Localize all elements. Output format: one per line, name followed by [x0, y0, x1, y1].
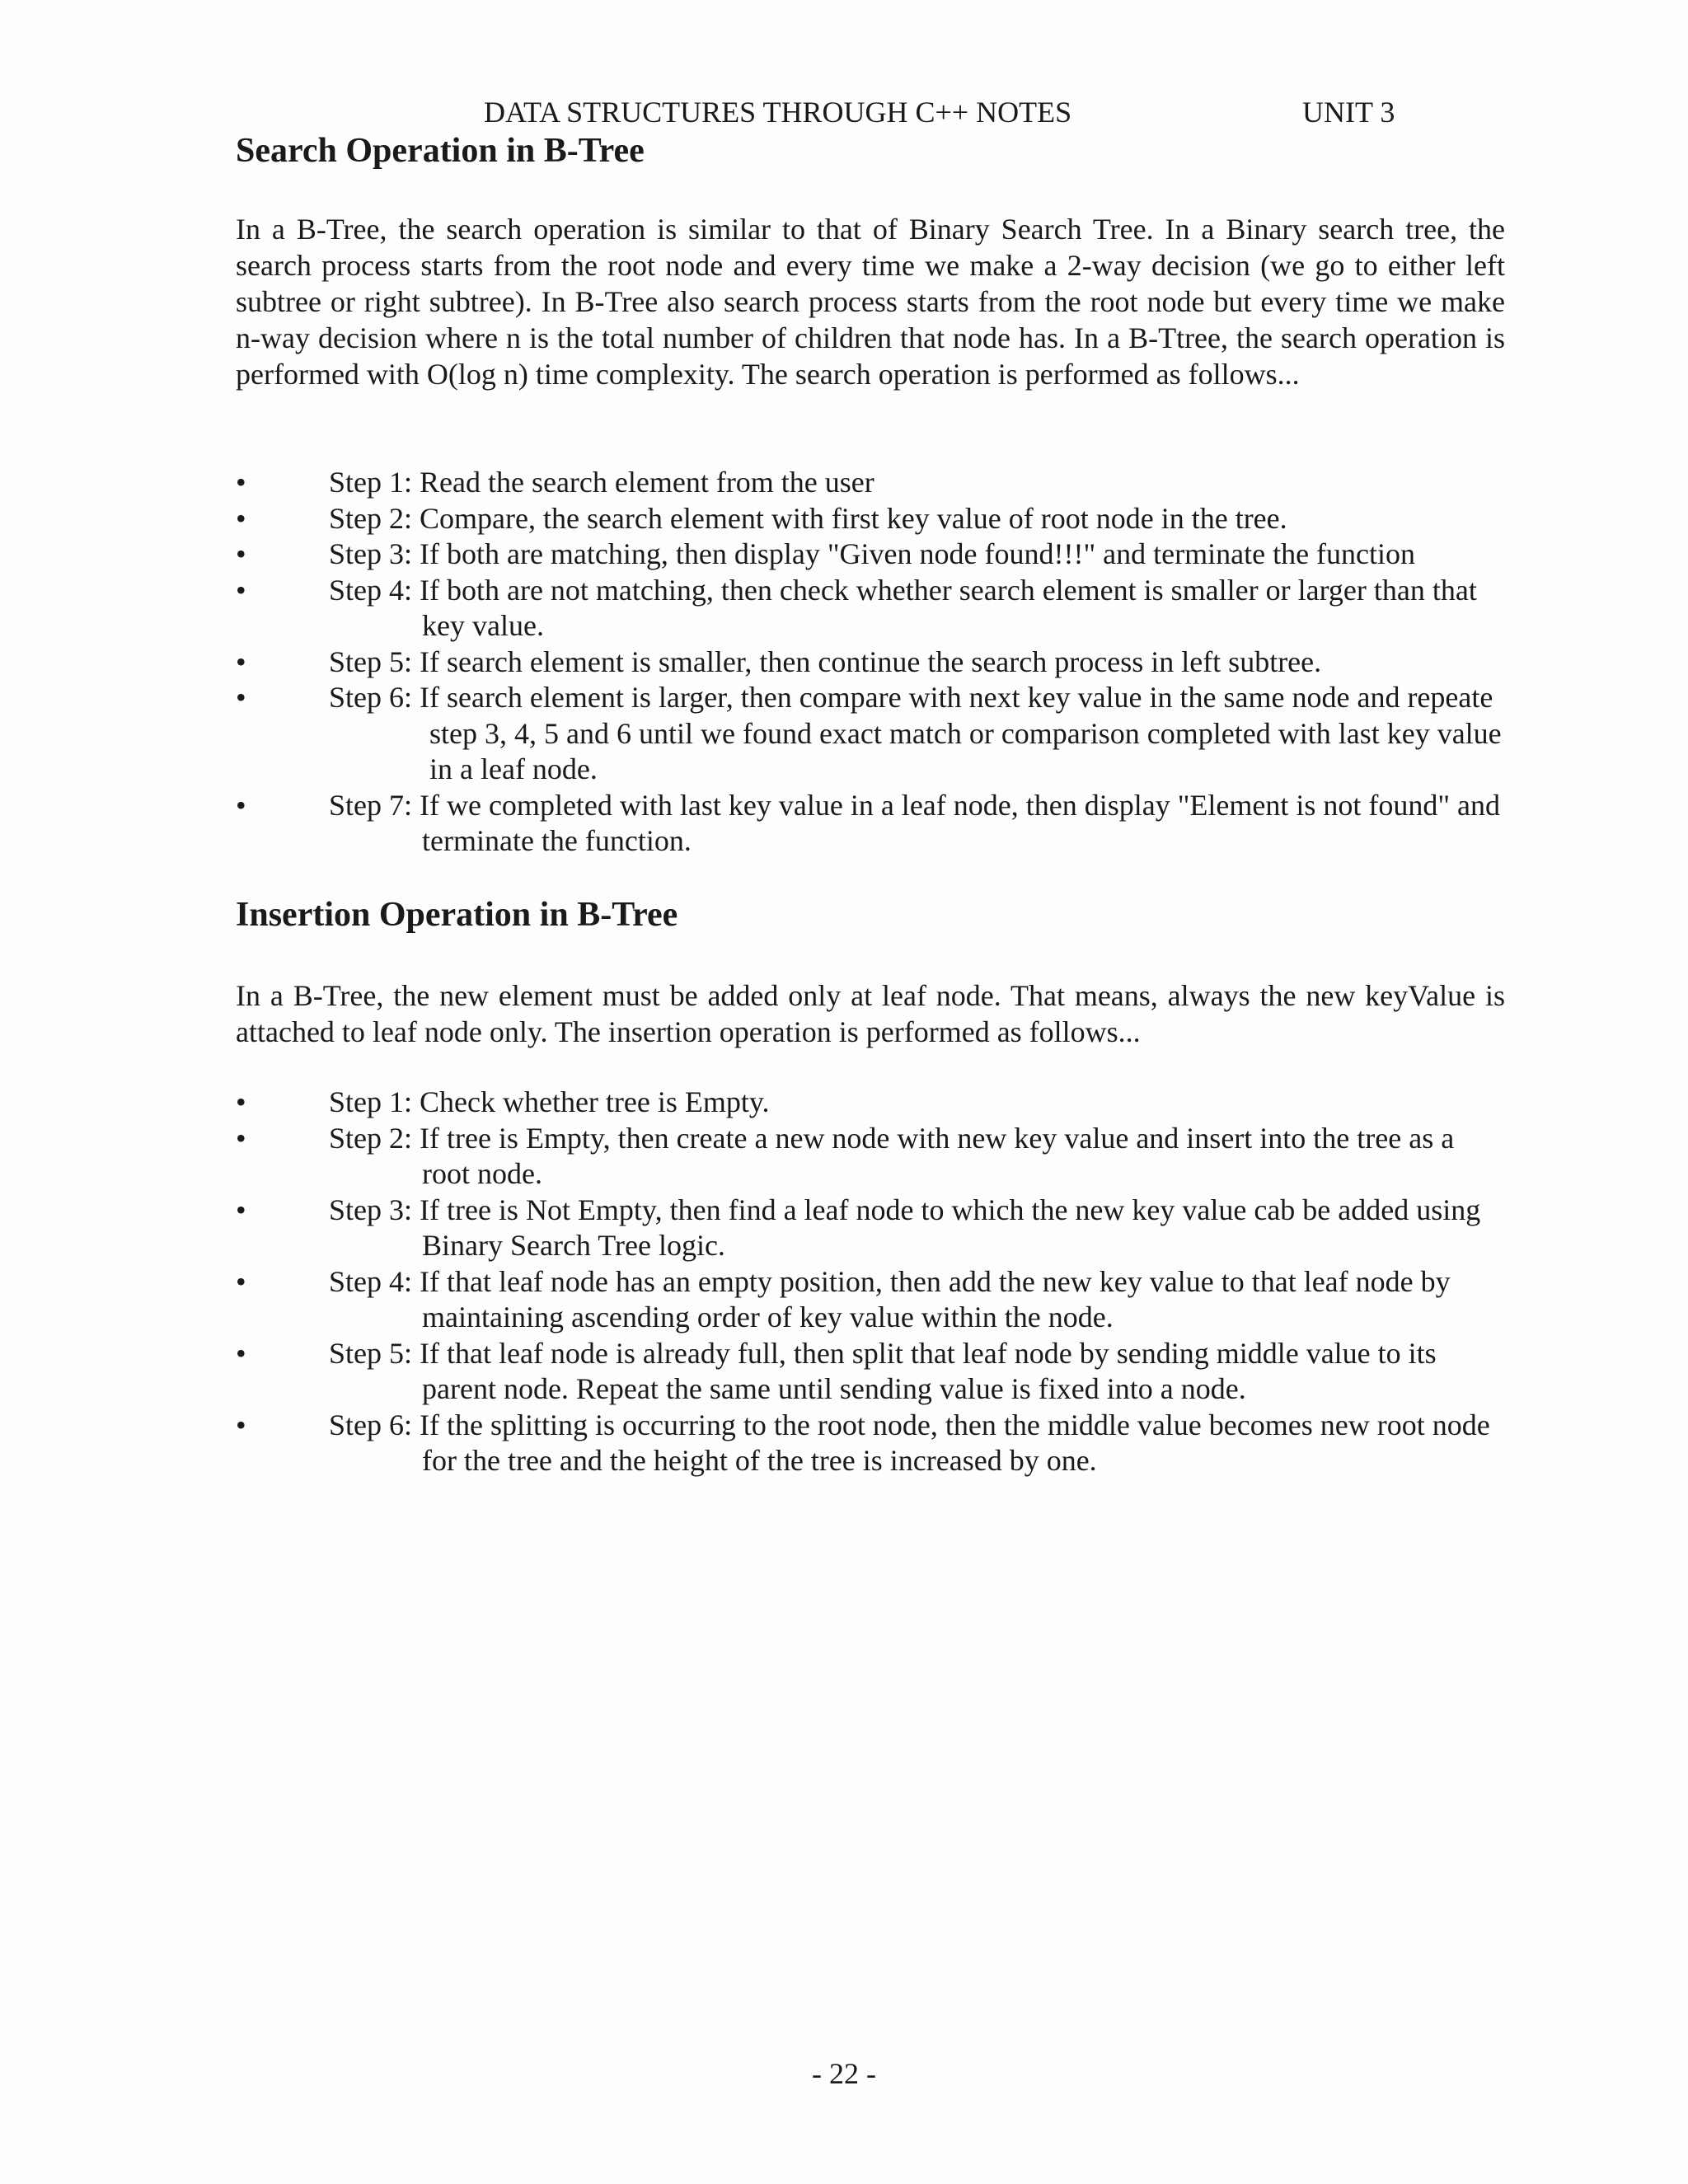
insertion-intro: In a B-Tree, the new element must be added only at leaf node. That means, always the new keyValue is attached to leaf node only. The insertion operation is performed as follows... [236, 979, 1505, 1048]
bullet: • [236, 501, 246, 535]
list-item [236, 788, 1505, 860]
search-heading: Search Operation in B-Tree [236, 132, 645, 170]
list-item [236, 680, 1505, 788]
search-step-1: Step 1: Read the search element from the user [329, 466, 874, 499]
list-item [236, 1408, 1505, 1479]
page-number: - 22 - [812, 2057, 876, 2090]
list-item [236, 1193, 1505, 1264]
search-step-7: Step 7: If we completed with last key value in a leaf node, then display "Element is not found" and terminate the function. [329, 788, 1501, 857]
list-item [236, 1085, 1505, 1121]
bullet: • [236, 1264, 246, 1298]
search-step-4: Step 4: If both are not matching, then check whether search element is smaller or larger than that key value. [329, 573, 1477, 642]
bullet: • [236, 466, 246, 499]
list-item [236, 501, 1505, 537]
bullet: • [236, 573, 246, 607]
header-unit: UNIT 3 [1302, 96, 1395, 129]
list-item [236, 573, 1505, 644]
list-item [236, 465, 1505, 501]
header-title: DATA STRUCTURES THROUGH C++ NOTES [484, 96, 1072, 129]
search-intro: In a B-Tree, the search operation is similar to that of Binary Search Tree. In a Binary search tree, the search process starts from the root node and every time we make a 2-way decision (we go to either left subtree or right subtree). In B-Tree also search process starts from the root node but every time we make n-way decision where n is the total number of children that node has. In a B-Ttree, the search operation is performed with O(log n) time complexity. The search operation is performed as follows... [236, 213, 1505, 391]
list-item [236, 537, 1505, 573]
bullet: • [236, 1193, 246, 1226]
insertion-step-5: Step 5: If that leaf node is already full, then split that leaf node by sending middle value to its parent node. Repeat the same until sending value is fixed into a node. [329, 1336, 1437, 1405]
list-item [236, 1121, 1505, 1193]
bullet: • [236, 537, 246, 570]
insertion-steps-list [236, 1085, 1505, 1479]
search-step-6: Step 6: If search element is larger, then compare with next key value in the same node and repeate step 3, 4, 5 and 6 until we found exact match or comparison completed with last key value in a leaf node. [329, 681, 1502, 785]
search-step-5: Step 5: If search element is smaller, then continue the search process in left subtree. [329, 644, 1322, 678]
bullet: • [236, 1085, 246, 1118]
insertion-step-6: Step 6: If the splitting is occurring to the root node, then the middle value becomes new root node for the tree and the height of the tree is increased by one. [329, 1408, 1490, 1477]
bullet: • [236, 1408, 246, 1441]
list-item [236, 1336, 1505, 1408]
bullet: • [236, 1336, 246, 1370]
search-step-2: Step 2: Compare, the search element with first key value of root node in the tree. [329, 501, 1287, 535]
search-step-3: Step 3: If both are matching, then display "Given node found!!!" and terminate the function [329, 537, 1416, 570]
insertion-step-3: Step 3: If tree is Not Empty, then find a leaf node to which the new key value cab be added using Binary Search Tree logic. [329, 1193, 1481, 1262]
insertion-step-2: Step 2: If tree is Empty, then create a new node with new key value and insert into the tree as a root node. [329, 1121, 1455, 1190]
list-item [236, 644, 1505, 681]
list-item [236, 1264, 1505, 1336]
bullet: • [236, 1121, 246, 1155]
bullet: • [236, 681, 246, 714]
search-steps-list [236, 465, 1505, 860]
running-header [0, 92, 1688, 132]
bullet: • [236, 644, 246, 678]
insertion-step-4: Step 4: If that leaf node has an empty position, then add the new key value to that leaf node by maintaining ascending order of key value within the node. [329, 1264, 1451, 1333]
bullet: • [236, 788, 246, 822]
insertion-step-1: Step 1: Check whether tree is Empty. [329, 1085, 770, 1118]
insertion-heading: Insertion Operation in B-Tree [236, 896, 678, 934]
